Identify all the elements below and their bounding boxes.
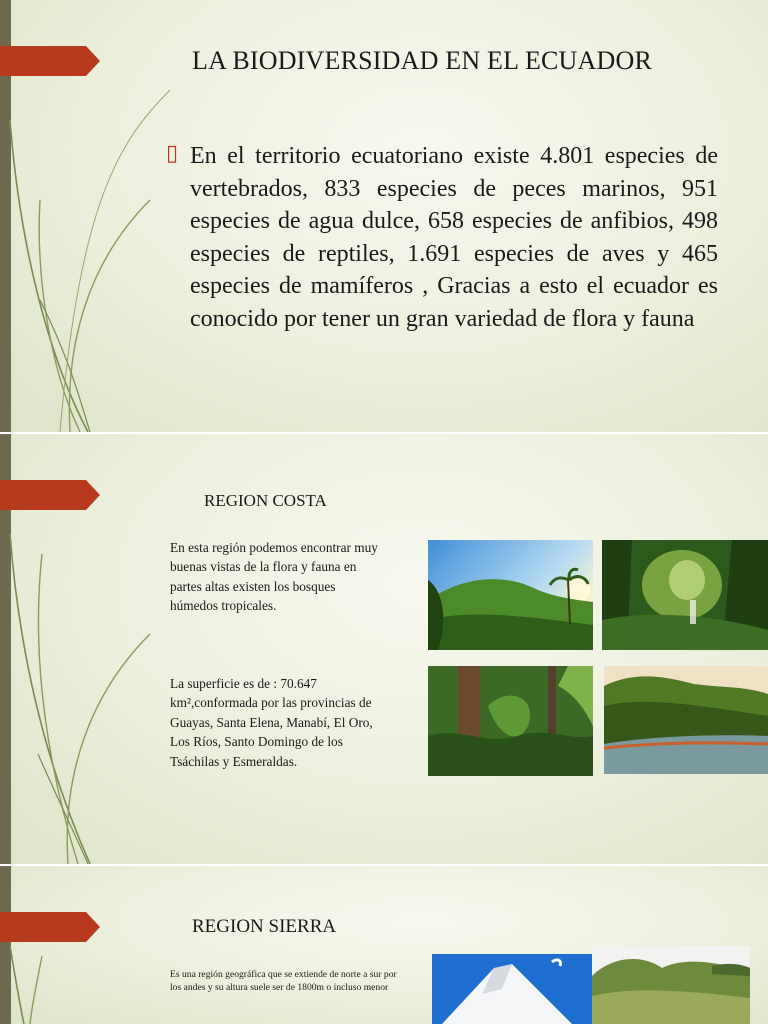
arrow-bullet-icon: ▯ [166, 140, 179, 165]
section-paragraph: En esta región podemos encontrar muy buenas vistas de la flora y fauna en partes altas existen los bosques húmedos tropicales. [170, 540, 378, 614]
slide-body-text: En el territorio ecuatoriano existe 4.801 especies de vertebrados, 833 especies de peces marinos, 951 especies de agua dulce, 658 especies de anfibios, 498 especies de reptiles, 1.691 especies de aves y 465 especies de mamíferos , Gracias a esto el ecuador es conocido por tener un gran variedad de flora y fauna [190, 143, 718, 332]
decorative-swirl [0, 866, 200, 1024]
green-hills-photo [592, 946, 750, 1024]
title-arrow-marker [0, 46, 100, 76]
rainforest-trees-photo [428, 666, 593, 776]
section-title: REGION SIERRA [192, 916, 337, 937]
title-arrow-marker [0, 912, 100, 942]
section-paragraph: Es una región geográfica que se extiende de norte a sur por los andes y su altura suele ser de 1800m o incluso menor [170, 969, 397, 994]
river-forest-photo [604, 666, 768, 774]
title-arrow-marker [0, 480, 100, 510]
slide-1 [0, 0, 768, 432]
slide-3 [0, 866, 768, 1024]
jungle-waterfall-photo [602, 540, 768, 650]
snowy-volcano-photo [432, 954, 592, 1024]
slide-2 [0, 434, 768, 864]
slide-title: LA BIODIVERSIDAD EN EL ECUADOR [192, 46, 653, 75]
section-title: REGION COSTA [204, 491, 327, 510]
section-paragraph: La superficie es de : 70.647 km²,conformada por las provincias de Guayas, Santa Elena, Manabí, El Oro, Los Ríos, Santo Domingo de los Tsáchilas y Esmeraldas. [170, 676, 373, 769]
tropical-valley-photo [428, 540, 593, 650]
